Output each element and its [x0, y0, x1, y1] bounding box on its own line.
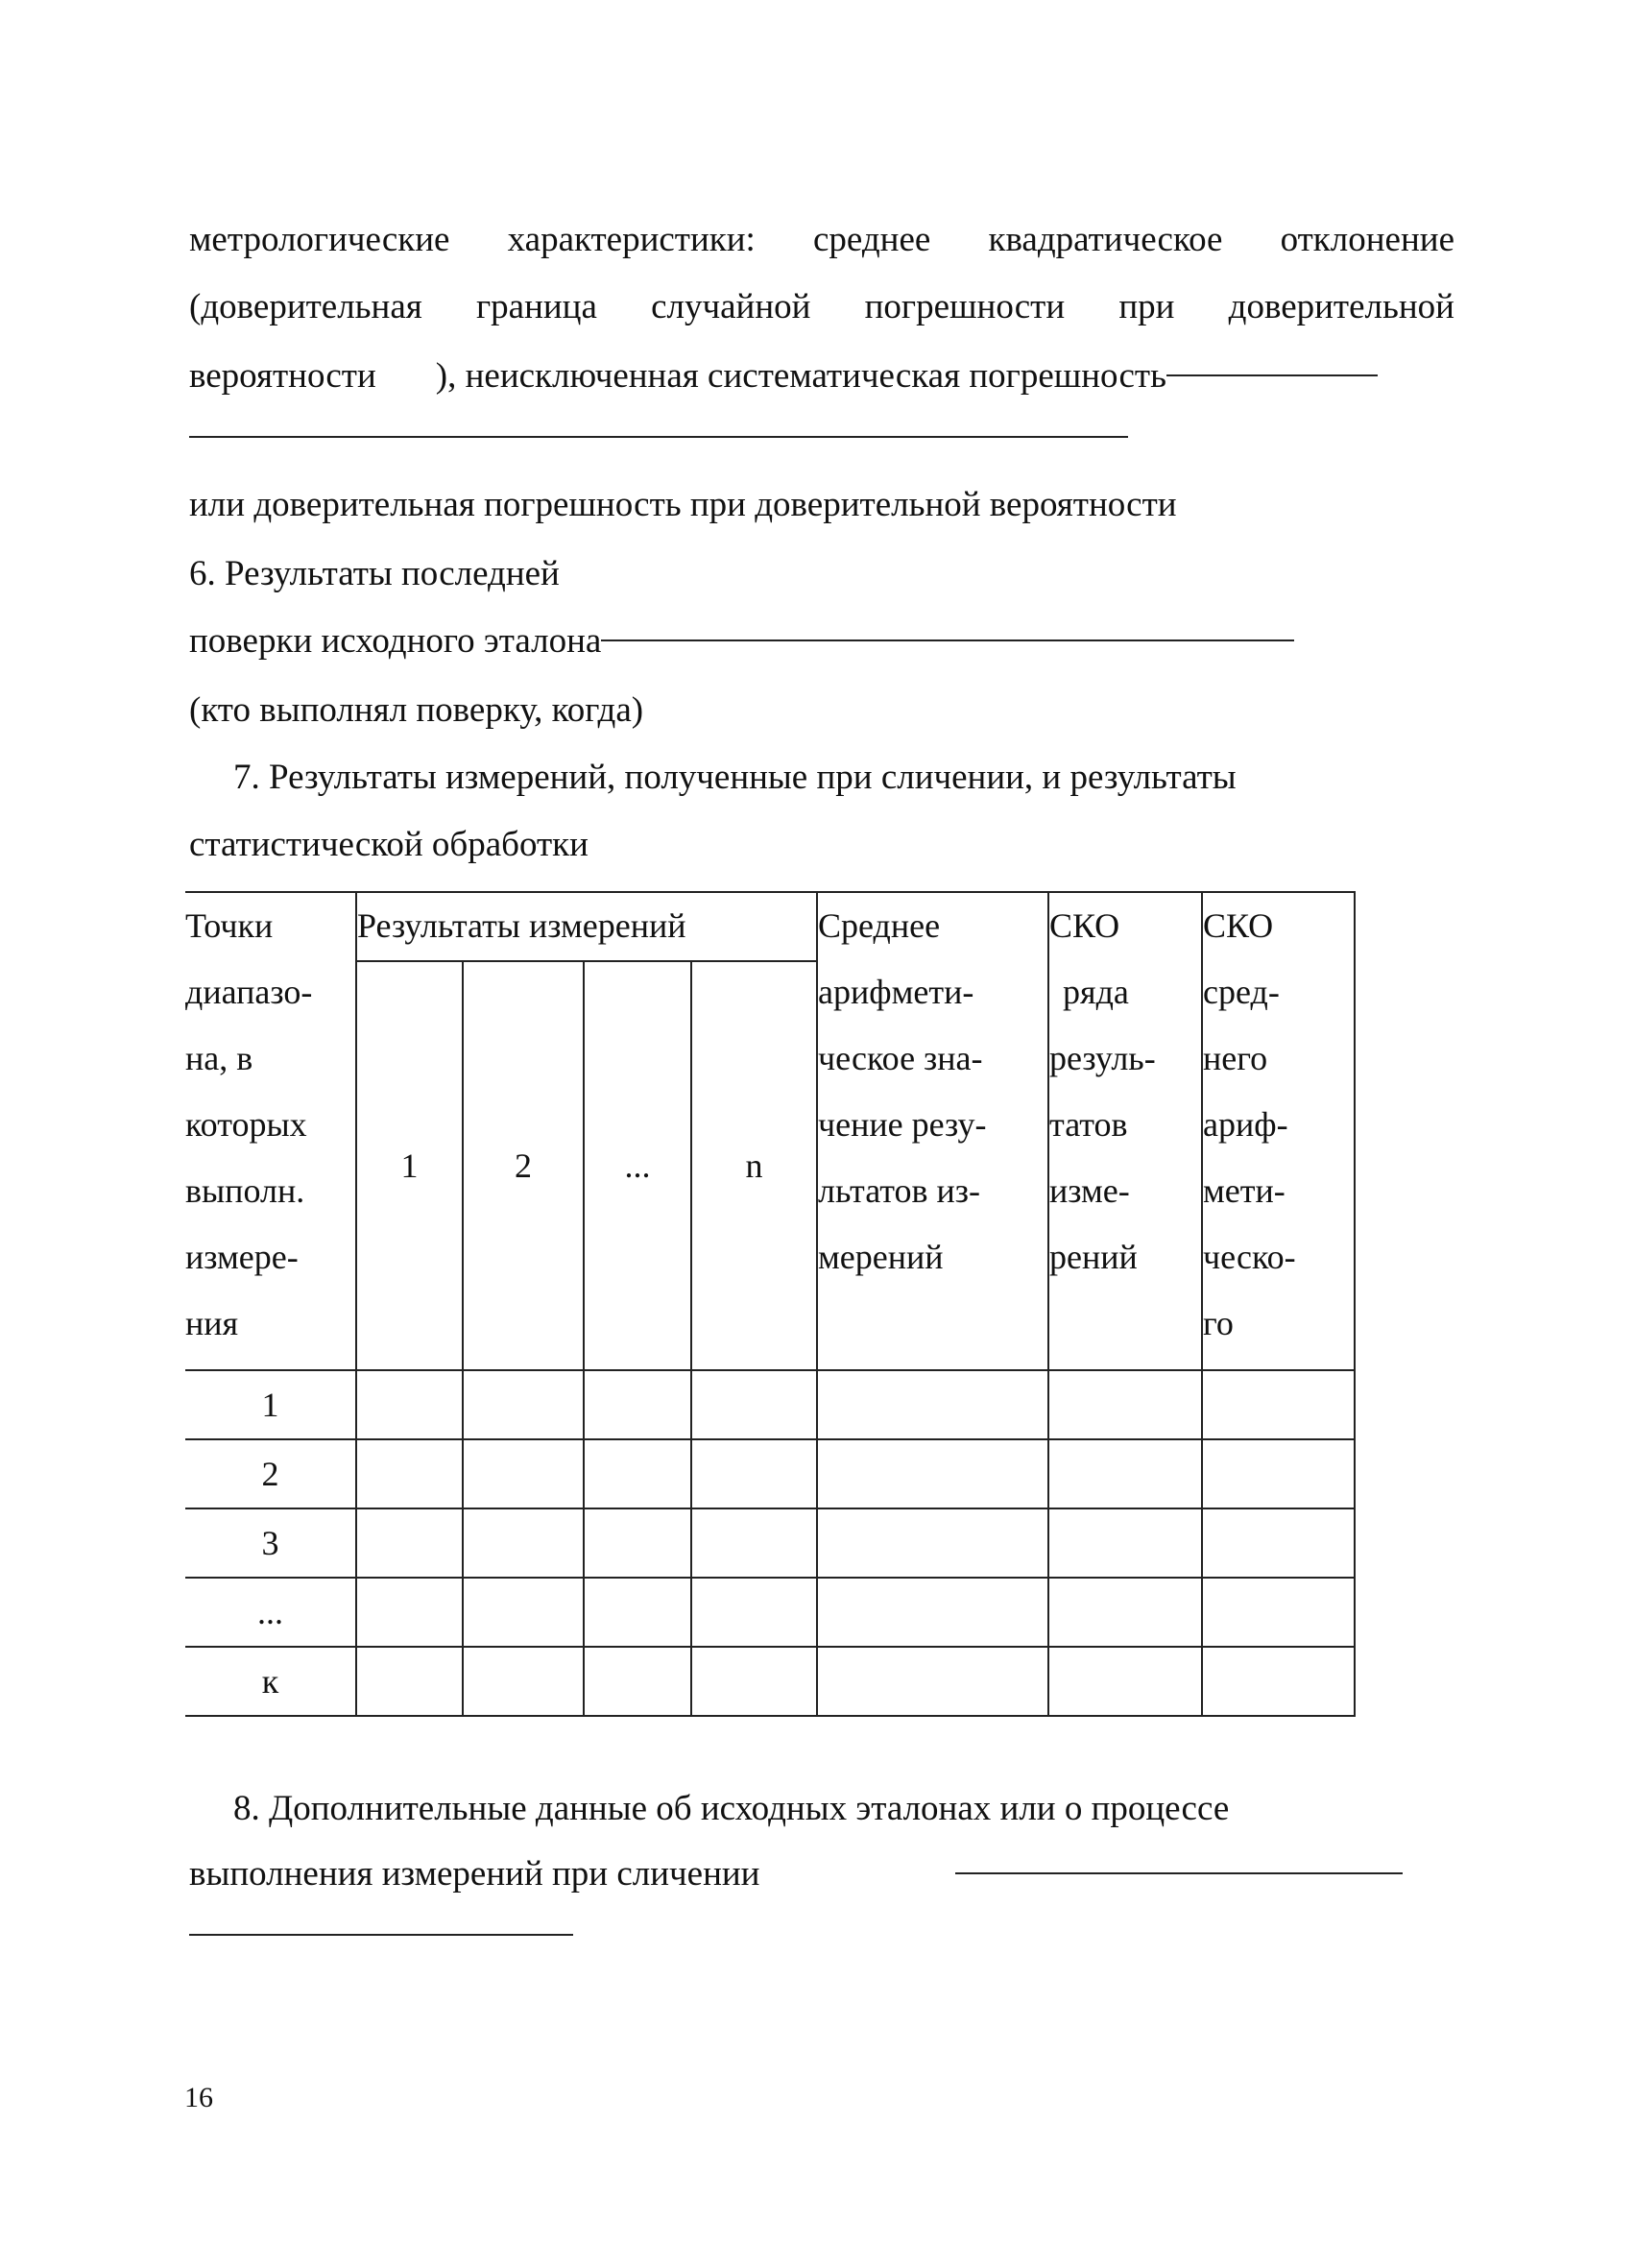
table-cell	[463, 1508, 584, 1578]
text-segment: ), неисключенная систематическая погрешность	[435, 356, 1166, 396]
table-cell	[584, 1578, 691, 1647]
text-word: случайной	[651, 287, 811, 326]
header-text: го	[1203, 1304, 1234, 1342]
table-cell	[691, 1439, 817, 1508]
metrology-line-5: или доверительная погрешность при доверительной вероятности	[189, 485, 1177, 524]
table-cell	[691, 1370, 817, 1439]
table-cell	[1202, 1439, 1355, 1508]
text-word: доверительной	[1228, 287, 1454, 326]
page-number: 16	[184, 2082, 213, 2113]
metrology-line-3	[189, 355, 1454, 398]
header-text: ряда	[1063, 973, 1129, 1011]
text-word: квадратическое	[988, 220, 1223, 259]
header-sko-mean	[1202, 892, 1355, 1370]
text-segment: поверки исходного эталона	[189, 621, 602, 661]
table-cell	[356, 1370, 463, 1439]
text-word: погрешности	[864, 287, 1066, 326]
table-cell	[356, 1647, 463, 1716]
table-cell	[1202, 1578, 1355, 1647]
text-word: при	[1118, 287, 1175, 326]
header-text: диапазо-	[185, 973, 313, 1011]
header-text: ния	[185, 1304, 239, 1342]
table-cell	[1048, 1578, 1202, 1647]
header-text: Точки	[185, 906, 274, 945]
table-cell	[1048, 1370, 1202, 1439]
text-word: характеристики:	[507, 220, 756, 259]
table-row	[185, 1647, 1355, 1716]
table-cell	[356, 1439, 463, 1508]
row-label: ...	[185, 1578, 356, 1647]
table-cell	[1048, 1508, 1202, 1578]
section8-line-2	[189, 1853, 1403, 1895]
section7-title-line-1: 7. Результаты измерений, полученные при сличении, и результаты	[233, 758, 1237, 797]
table-cell	[691, 1647, 817, 1716]
text-word: среднее	[812, 220, 931, 259]
table-row	[185, 1578, 1355, 1647]
header-text: Среднее	[818, 906, 941, 945]
header-text: ческое зна-	[818, 1039, 983, 1077]
header-text: льтатов из-	[818, 1171, 980, 1210]
header-text: выполн.	[185, 1171, 305, 1210]
measurement-column-header: 2	[463, 961, 584, 1369]
table-cell	[817, 1439, 1048, 1508]
section8-line-1: 8. Дополнительные данные об исходных эталонах или о процессе	[233, 1789, 1230, 1828]
measurement-column-header: 1	[356, 961, 463, 1369]
header-text: изме-	[1049, 1171, 1130, 1210]
header-text: на, в	[185, 1039, 253, 1077]
section6-line-2	[189, 620, 1294, 663]
header-text: которых	[185, 1105, 307, 1144]
header-text: ческо-	[1203, 1238, 1296, 1276]
table-cell	[691, 1578, 817, 1647]
fill-in-line	[1166, 374, 1378, 376]
table-row	[185, 1508, 1355, 1578]
table-cell	[1202, 1508, 1355, 1578]
text-word: (доверительная	[189, 287, 422, 326]
text-word: отклонение	[1280, 220, 1454, 259]
header-text: резуль-	[1049, 1039, 1156, 1077]
table-cell	[691, 1508, 817, 1578]
header-text: СКО	[1203, 906, 1274, 945]
header-text: чение резу-	[818, 1105, 987, 1144]
table-cell	[817, 1370, 1048, 1439]
table-cell	[584, 1439, 691, 1508]
table-cell	[584, 1508, 691, 1578]
table-row	[185, 1439, 1355, 1508]
text-word: граница	[475, 287, 597, 326]
header-text: рений	[1049, 1238, 1138, 1276]
header-text: мети-	[1203, 1171, 1286, 1210]
table-cell	[817, 1578, 1048, 1647]
table-cell	[356, 1578, 463, 1647]
table-cell	[356, 1508, 463, 1578]
header-text: измере-	[185, 1238, 299, 1276]
table-row	[185, 1370, 1355, 1439]
table-cell	[817, 1508, 1048, 1578]
table-cell	[463, 1439, 584, 1508]
text-segment: вероятности	[189, 356, 376, 396]
fill-in-line	[955, 1872, 1403, 1874]
table-cell	[463, 1370, 584, 1439]
header-text: него	[1203, 1039, 1268, 1077]
fill-in-line	[189, 436, 1128, 438]
header-text: ариф-	[1203, 1105, 1288, 1144]
row-label: 1	[185, 1370, 356, 1439]
row-label: 2	[185, 1439, 356, 1508]
header-text: арифмети-	[818, 973, 974, 1011]
metrology-line-2	[189, 286, 1454, 328]
table-cell	[1048, 1647, 1202, 1716]
row-label: к	[185, 1647, 356, 1716]
header-text: Результаты измерений	[357, 906, 686, 945]
table-cell	[584, 1370, 691, 1439]
fill-in-line	[601, 639, 1294, 641]
measurement-table	[185, 891, 1356, 1717]
header-measurement-results	[356, 892, 817, 961]
fill-in-line	[189, 1934, 573, 1936]
header-range-points	[185, 892, 356, 1370]
header-text: СКО	[1049, 906, 1120, 945]
text-segment: выполнения измерений при сличении	[189, 1854, 760, 1894]
table-cell	[463, 1578, 584, 1647]
row-label: 3	[185, 1508, 356, 1578]
measurement-column-header: n	[691, 961, 817, 1369]
section6-title: 6. Результаты последней	[189, 554, 560, 593]
text-word: метрологические	[189, 220, 450, 259]
header-text: мерений	[818, 1238, 944, 1276]
table-cell	[1048, 1439, 1202, 1508]
header-arithmetic-mean	[817, 892, 1048, 1370]
table-cell	[463, 1647, 584, 1716]
metrology-line-1	[189, 219, 1454, 261]
measurement-column-header: ...	[584, 961, 691, 1369]
table-cell	[584, 1647, 691, 1716]
section7-title-line-2: статистической обработки	[189, 825, 589, 864]
header-text: сред-	[1203, 973, 1280, 1011]
section6-line-3: (кто выполнял поверку, когда)	[189, 690, 644, 730]
table-cell	[1202, 1647, 1355, 1716]
table-cell	[817, 1647, 1048, 1716]
header-sko-series	[1048, 892, 1202, 1370]
header-text: татов	[1049, 1105, 1128, 1144]
table-cell	[1202, 1370, 1355, 1439]
